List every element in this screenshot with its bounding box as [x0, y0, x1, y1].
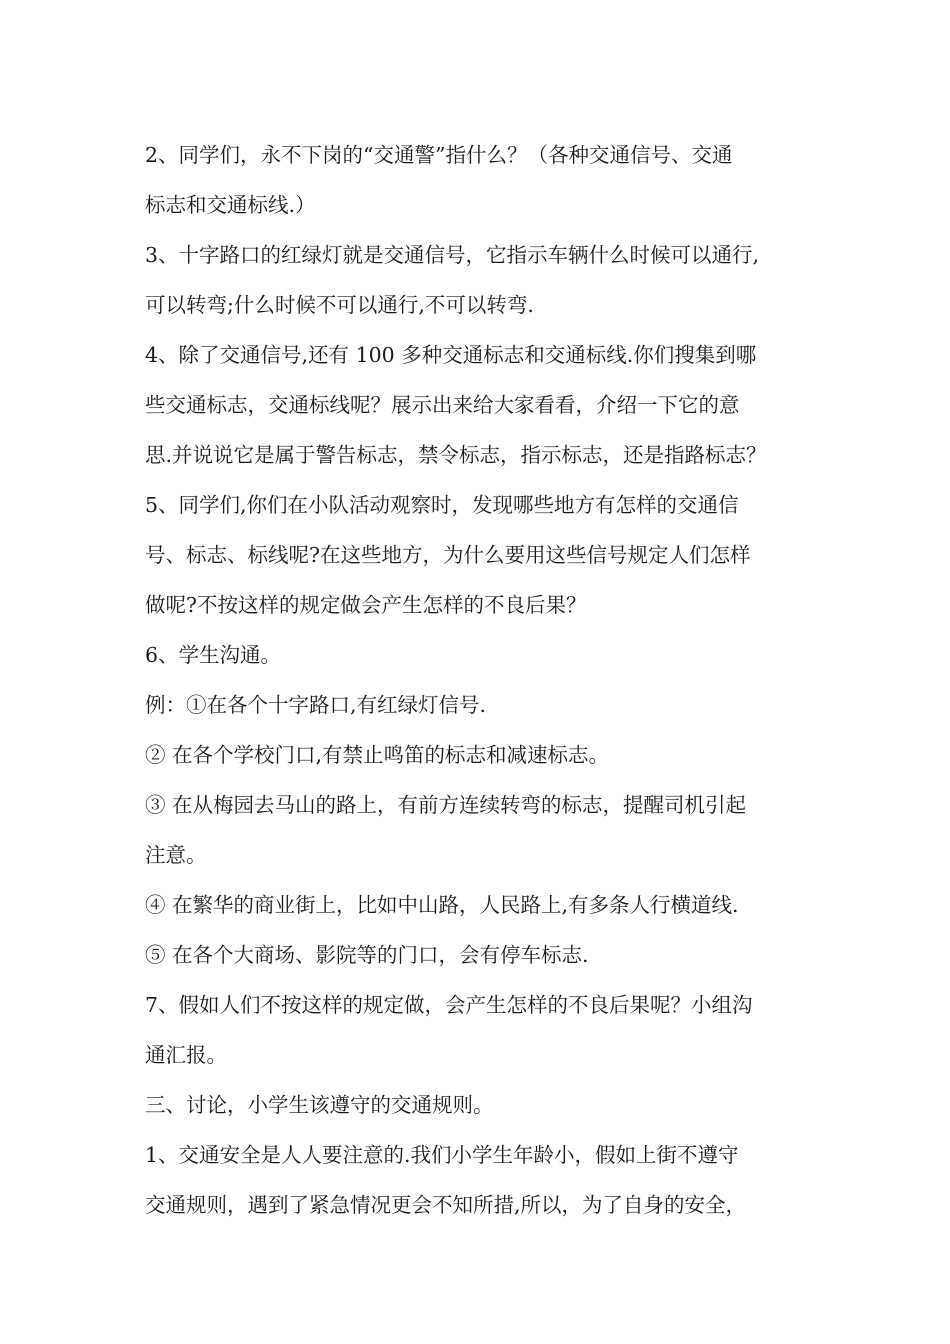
text-line: 5、同学们,你们在小队活动观察时，发现哪些地方有怎样的交通信 [145, 493, 739, 517]
text-line: 三、讨论，小学生该遵守的交通规则。 [145, 1093, 494, 1117]
text-line: 3、十字路口的红绿灯就是交通信号，它指示车辆什么时候可以通行, [145, 243, 760, 267]
text-line: 2、同学们，永不下岗的“交通警”指什么？（各种交通信号、交通 [145, 143, 733, 167]
text-line: 思.并说说它是属于警告标志，禁令标志，指示标志，还是指路标志？ [145, 443, 767, 467]
text-line: ② 在各个学校门口,有禁止鸣笛的标志和减速标志。 [145, 743, 610, 767]
text-line: 可以转弯;什么时候不可以通行,不可以转弯. [145, 293, 534, 317]
text-line: ④ 在繁华的商业街上，比如中山路，人民路上,有多条人行横道线. [145, 893, 739, 917]
text-line: 4、除了交通信号,还有 100 多种交通标志和交通标线.你们搜集到哪 [145, 343, 757, 367]
text-line: ⑤ 在各个大商场、影院等的门口，会有停车标志. [145, 943, 589, 967]
text-line: ③ 在从梅园去马山的路上，有前方连续转弯的标志，提醒司机引起 [145, 793, 747, 817]
text-line: 号、标志、标线呢?在这些地方，为什么要用这些信号规定人们怎样 [145, 543, 751, 567]
text-line: 做呢?不按这样的规定做会产生怎样的不良后果？ [145, 593, 587, 617]
text-line: 7、假如人们不按这样的规定做，会产生怎样的不良后果呢？小组沟 [145, 993, 753, 1017]
document-body [145, 130, 820, 1230]
text-line: 标志和交通标线.） [145, 193, 316, 217]
text-line: 交通规则，遇到了紧急情况更会不知所措,所以，为了自身的安全， [145, 1193, 747, 1217]
text-line: 1、交通安全是人人要注意的.我们小学生年龄小，假如上街不遵守 [145, 1143, 739, 1167]
text-line: 通汇报。 [145, 1043, 227, 1067]
text-line: 例：①在各个十字路口,有红绿灯信号. [145, 693, 487, 717]
text-line: 注意。 [145, 843, 207, 867]
text-line: 6、学生沟通。 [145, 643, 282, 667]
text-line: 些交通标志，交通标线呢？展示出来给大家看看，介绍一下它的意 [145, 393, 740, 417]
